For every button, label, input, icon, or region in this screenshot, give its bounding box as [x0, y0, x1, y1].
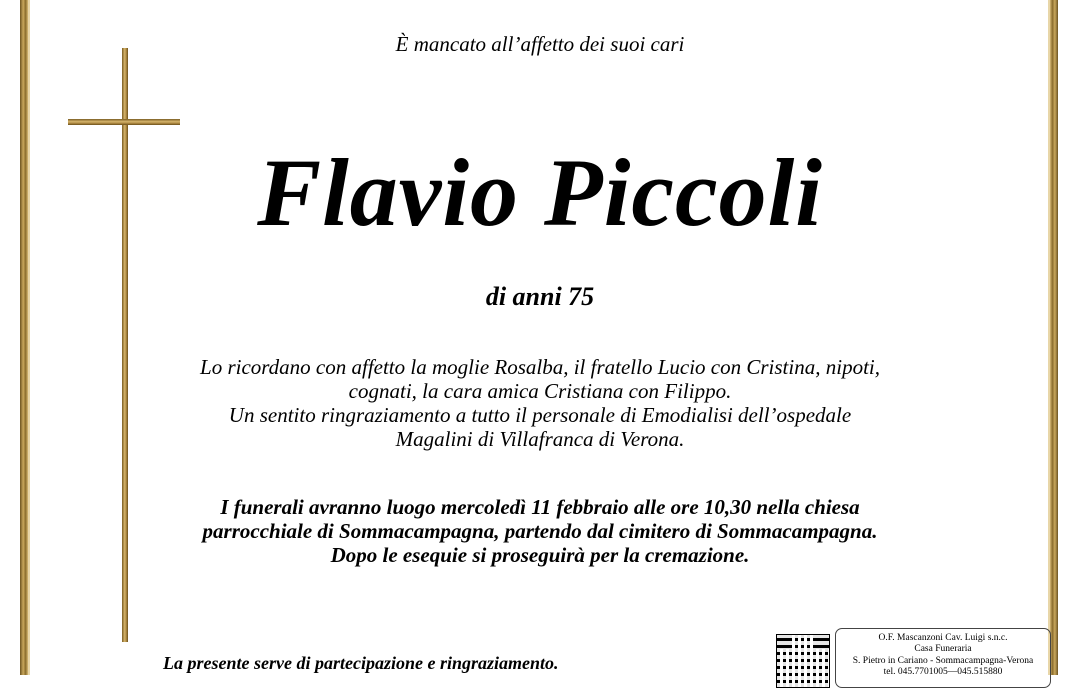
- funeral-line: I funerali avranno luogo mercoledì 11 febbraio alle ore 10,30 nella chiesa: [220, 495, 860, 519]
- left-gold-border: [20, 0, 28, 675]
- funeral-agency-box: [835, 628, 1051, 688]
- agency-type: Casa Funeraria: [914, 644, 972, 655]
- message-line: Un sentito ringraziamento a tutto il personale di Emodialisi dell’ospedale: [228, 402, 852, 427]
- agency-phone: tel. 045.7701005—045.515880: [883, 667, 1003, 678]
- message-line: cognati, la cara amica Cristiana con Filippo.: [348, 378, 732, 403]
- left-border-highlight: [28, 0, 30, 675]
- qr-code-icon[interactable]: [776, 634, 830, 688]
- message-line: Lo ricordano con affetto la moglie Rosalba, il fratello Lucio con Cristina, nipoti,: [200, 355, 880, 379]
- participation-note: La presente serve di partecipazione e ringraziamento.: [163, 653, 559, 673]
- right-gold-border: [1050, 0, 1058, 675]
- age-text: di anni 75: [485, 282, 595, 311]
- funeral-info-block: [0, 496, 1080, 568]
- funeral-line: Dopo le esequie si proseguirà per la cremazione.: [330, 542, 750, 567]
- deceased-name: Flavio Piccoli: [257, 139, 823, 246]
- message-block: [0, 356, 1080, 452]
- message-line: Magalini di Villafranca di Verona.: [395, 426, 685, 451]
- funeral-line: parrocchiale di Sommacampagna, partendo dal cimitero di Sommacampagna.: [202, 518, 878, 543]
- right-border-highlight: [1048, 0, 1050, 675]
- cross-horizontal-beam: [68, 119, 180, 125]
- intro-text: È mancato all’affetto dei suoi cari: [395, 32, 685, 56]
- agency-name: O.F. Mascanzoni Cav. Luigi s.n.c.: [878, 633, 1008, 643]
- agency-location: S. Pietro in Cariano - Sommacampagna-Verona: [852, 655, 1034, 666]
